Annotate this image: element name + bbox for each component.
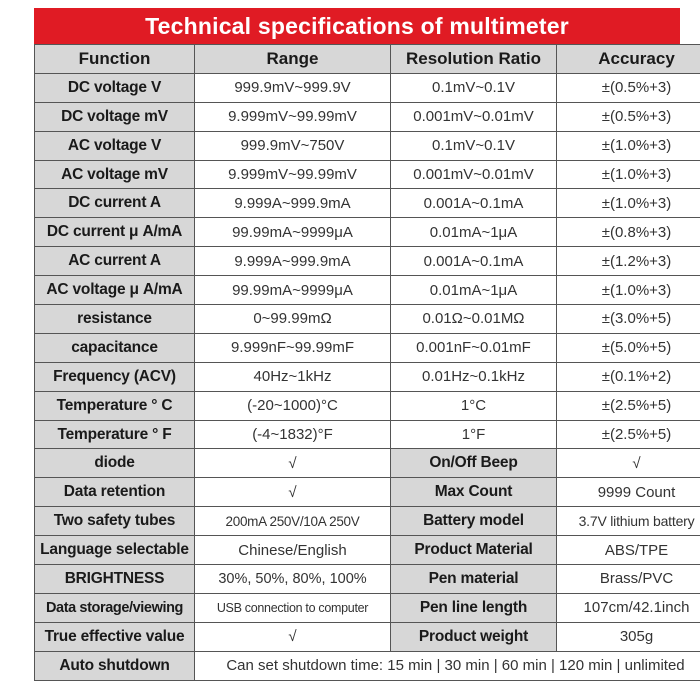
table-row bbox=[35, 73, 700, 102]
accuracy-cell: ±(1.0%+3) bbox=[557, 131, 700, 160]
feature-value: Chinese/English bbox=[195, 536, 391, 565]
feature-value: √ bbox=[557, 449, 700, 478]
resolution-cell: 0.01mA~1μA bbox=[391, 276, 557, 305]
function-cell: DC voltage mV bbox=[35, 102, 195, 131]
resolution-cell: 0.001mV~0.01mV bbox=[391, 160, 557, 189]
feature-value: 9999 Count bbox=[557, 478, 700, 507]
resolution-cell: 0.001mV~0.01mV bbox=[391, 102, 557, 131]
accuracy-cell: ±(0.8%+3) bbox=[557, 218, 700, 247]
feature-label: Data retention bbox=[35, 478, 195, 507]
feature-label: BRIGHTNESS bbox=[35, 565, 195, 594]
range-cell: 9.999mV~99.99mV bbox=[195, 102, 391, 131]
resolution-cell: 0.001A~0.1mA bbox=[391, 189, 557, 218]
feature-label: Pen material bbox=[391, 565, 557, 594]
table-row bbox=[35, 247, 700, 276]
feature-value: Brass/PVC bbox=[557, 565, 700, 594]
range-cell: (-4~1832)°F bbox=[195, 420, 391, 449]
resolution-cell: 1°C bbox=[391, 391, 557, 420]
function-cell: DC current μ A/mA bbox=[35, 218, 195, 247]
feature-value: 200mA 250V/10A 250V bbox=[195, 507, 391, 536]
table-row bbox=[35, 333, 700, 362]
feature-label: Battery model bbox=[391, 507, 557, 536]
feature-value: 3.7V lithium battery bbox=[557, 507, 700, 536]
function-cell: AC current A bbox=[35, 247, 195, 276]
accuracy-cell: ±(0.5%+3) bbox=[557, 73, 700, 102]
accuracy-cell: ±(1.0%+3) bbox=[557, 276, 700, 305]
table-row bbox=[35, 362, 700, 391]
accuracy-cell: ±(1.2%+3) bbox=[557, 247, 700, 276]
feature-label: On/Off Beep bbox=[391, 449, 557, 478]
feature-value: ABS/TPE bbox=[557, 536, 700, 565]
resolution-cell: 0.01mA~1μA bbox=[391, 218, 557, 247]
header-accuracy: Accuracy bbox=[557, 45, 700, 74]
table-row bbox=[35, 189, 700, 218]
function-cell: Temperature ° F bbox=[35, 420, 195, 449]
table-row bbox=[35, 536, 700, 565]
function-cell: DC current A bbox=[35, 189, 195, 218]
table-row bbox=[35, 478, 700, 507]
accuracy-cell: ±(0.1%+2) bbox=[557, 362, 700, 391]
feature-value: 30%, 50%, 80%, 100% bbox=[195, 565, 391, 594]
feature-value: 107cm/42.1inch bbox=[557, 593, 700, 622]
range-cell: 9.999mV~99.99mV bbox=[195, 160, 391, 189]
accuracy-cell: ±(0.5%+3) bbox=[557, 102, 700, 131]
accuracy-cell: ±(1.0%+3) bbox=[557, 189, 700, 218]
accuracy-cell: ±(5.0%+5) bbox=[557, 333, 700, 362]
header-function: Function bbox=[35, 45, 195, 74]
feature-label: Product weight bbox=[391, 622, 557, 651]
function-cell: Temperature ° C bbox=[35, 391, 195, 420]
table-row bbox=[35, 102, 700, 131]
accuracy-cell: ±(2.5%+5) bbox=[557, 391, 700, 420]
accuracy-cell: ±(1.0%+3) bbox=[557, 160, 700, 189]
resolution-cell: 0.01Ω~0.01MΩ bbox=[391, 305, 557, 334]
table-row bbox=[35, 651, 700, 680]
table-row bbox=[35, 276, 700, 305]
table-row bbox=[35, 391, 700, 420]
resolution-cell: 0.1mV~0.1V bbox=[391, 131, 557, 160]
range-cell: 9.999nF~99.99mF bbox=[195, 333, 391, 362]
resolution-cell: 1°F bbox=[391, 420, 557, 449]
table-row bbox=[35, 160, 700, 189]
function-cell: AC voltage V bbox=[35, 131, 195, 160]
page-title: Technical specifications of multimeter bbox=[34, 8, 680, 44]
feature-value: 305g bbox=[557, 622, 700, 651]
feature-label: Max Count bbox=[391, 478, 557, 507]
table-row bbox=[35, 593, 700, 622]
table-row bbox=[35, 565, 700, 594]
range-cell: (-20~1000)°C bbox=[195, 391, 391, 420]
table-row bbox=[35, 449, 700, 478]
feature-label: Pen line length bbox=[391, 593, 557, 622]
feature-label: diode bbox=[35, 449, 195, 478]
accuracy-cell: ±(2.5%+5) bbox=[557, 420, 700, 449]
function-cell: AC voltage μ A/mA bbox=[35, 276, 195, 305]
range-cell: 9.999A~999.9mA bbox=[195, 189, 391, 218]
function-cell: AC voltage mV bbox=[35, 160, 195, 189]
resolution-cell: 0.001A~0.1mA bbox=[391, 247, 557, 276]
header-row bbox=[35, 45, 700, 74]
function-cell: Frequency (ACV) bbox=[35, 362, 195, 391]
table-row bbox=[35, 131, 700, 160]
function-cell: capacitance bbox=[35, 333, 195, 362]
feature-value: √ bbox=[195, 449, 391, 478]
table-row bbox=[35, 622, 700, 651]
feature-value: USB connection to computer bbox=[195, 593, 391, 622]
header-range: Range bbox=[195, 45, 391, 74]
accuracy-cell: ±(3.0%+5) bbox=[557, 305, 700, 334]
header-resolution: Resolution Ratio bbox=[391, 45, 557, 74]
range-cell: 40Hz~1kHz bbox=[195, 362, 391, 391]
auto-shutdown-value: Can set shutdown time: 15 min | 30 min | 60 min | 120 min | unlimited bbox=[195, 651, 700, 680]
range-cell: 999.9mV~999.9V bbox=[195, 73, 391, 102]
table-row bbox=[35, 420, 700, 449]
resolution-cell: 0.1mV~0.1V bbox=[391, 73, 557, 102]
resolution-cell: 0.001nF~0.01mF bbox=[391, 333, 557, 362]
feature-label: True effective value bbox=[35, 622, 195, 651]
table-row bbox=[35, 305, 700, 334]
feature-label: Data storage/viewing bbox=[35, 593, 195, 622]
range-cell: 9.999A~999.9mA bbox=[195, 247, 391, 276]
feature-label: Language selectable bbox=[35, 536, 195, 565]
range-cell: 0~99.99mΩ bbox=[195, 305, 391, 334]
feature-value: √ bbox=[195, 622, 391, 651]
spec-table bbox=[34, 44, 700, 681]
range-cell: 99.99mA~9999μA bbox=[195, 276, 391, 305]
range-cell: 999.9mV~750V bbox=[195, 131, 391, 160]
function-cell: DC voltage V bbox=[35, 73, 195, 102]
feature-value: √ bbox=[195, 478, 391, 507]
function-cell: resistance bbox=[35, 305, 195, 334]
range-cell: 99.99mA~9999μA bbox=[195, 218, 391, 247]
feature-label: Two safety tubes bbox=[35, 507, 195, 536]
table-row bbox=[35, 218, 700, 247]
resolution-cell: 0.01Hz~0.1kHz bbox=[391, 362, 557, 391]
feature-label: Product Material bbox=[391, 536, 557, 565]
table-row bbox=[35, 507, 700, 536]
auto-shutdown-label: Auto shutdown bbox=[35, 651, 195, 680]
